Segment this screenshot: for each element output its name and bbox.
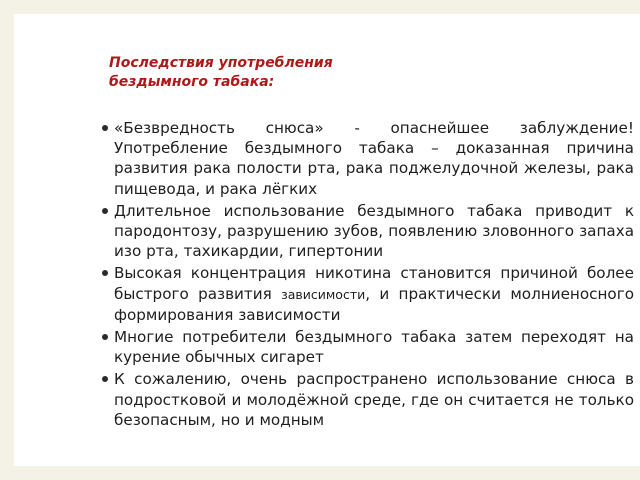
bullet-item-2	[102, 201, 634, 262]
bullet-item-4	[102, 327, 634, 367]
bullet-text-3a: Высокая концентрация никотина становится причиной более быстрого развития	[114, 264, 634, 303]
bullet-item-1	[102, 118, 634, 199]
slide-title-line-1: Последствия употребления	[109, 55, 333, 71]
bullet-text-5: К сожалению, очень распространено использование снюса в подростковой и молодёжной среде, где он считается не только безопасным, но и модным	[114, 370, 634, 429]
slide-title-line-2: бездымного табака:	[109, 74, 275, 90]
slide-canvas	[14, 14, 640, 466]
bullet-list	[102, 118, 634, 432]
bullet-text-3b: , и практически молниеносного формирования зависимости	[114, 284, 634, 324]
bullet-item-5	[102, 369, 634, 430]
bullet-text-2: Длительное использование бездымного табака приводит к пародонтозу, разрушению зубов, появлению зловонного запаха изо рта, тахикардии, гипертонии	[114, 201, 634, 261]
bullet-item-3	[102, 263, 634, 325]
slide-title	[109, 54, 529, 92]
bullet-text-4: Многие потребители бездымного табака затем переходят на курение обычных сигарет	[114, 328, 634, 367]
bullet-text-1: «Безвредность снюса» - опаснейшее заблуждение! Употребление бездымного табака – доказанная причина развития рака полости рта, рака поджелудочной железы, рака пищевода, и рака лёгких	[114, 119, 634, 198]
bullet-text-3-small: зависимости	[281, 286, 366, 302]
